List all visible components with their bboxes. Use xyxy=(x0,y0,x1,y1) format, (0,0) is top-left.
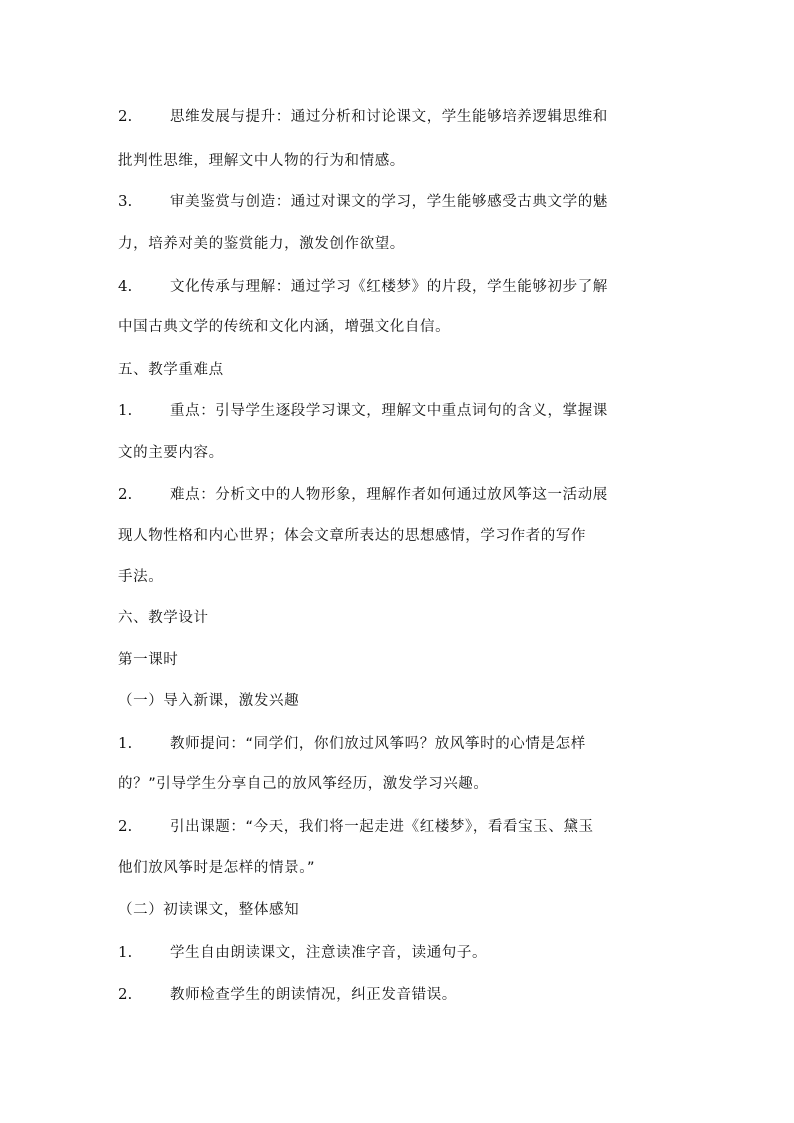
list-number: 2. xyxy=(118,817,133,835)
list-item-continuation: 文的主要内容。 xyxy=(118,445,224,461)
list-item-text: 教师提问：“同学们，你们放过风筝吗？放风筝时的心情是怎样 xyxy=(170,736,586,752)
subsection-heading: （二）初读课文，整体感知 xyxy=(118,902,300,918)
section-heading: 五、教学重难点 xyxy=(118,362,224,378)
section-heading: 六、教学设计 xyxy=(118,610,209,626)
list-item-text: 学生自由朗读课文，注意读准字音，读通句子。 xyxy=(170,945,488,961)
list-number: 2. xyxy=(118,985,133,1003)
list-item-continuation: 批判性思维，理解文中人物的行为和情感。 xyxy=(118,153,405,169)
list-item-continuation: 手法。 xyxy=(118,569,164,585)
list-item-text: 教师检查学生的朗读情况，纠正发音错误。 xyxy=(170,987,457,1003)
list-number: 1. xyxy=(118,734,133,752)
list-item-line xyxy=(118,940,678,964)
list-item-line xyxy=(118,482,678,506)
list-item-line xyxy=(118,274,678,298)
list-item-continuation: 的？”引导学生分享自己的放风筝经历，激发学习兴趣。 xyxy=(118,776,489,792)
list-item-line xyxy=(118,814,678,838)
list-item-line xyxy=(118,731,678,755)
list-item-line xyxy=(118,104,678,128)
list-number: 1. xyxy=(118,401,133,419)
list-item-line xyxy=(118,398,678,422)
list-item-continuation: 力，培养对美的鉴赏能力，激发创作欲望。 xyxy=(118,236,405,252)
list-item-text: 思维发展与提升：通过分析和讨论课文，学生能够培养逻辑思维和 xyxy=(170,109,608,125)
list-item-continuation: 现人物性格和内心世界；体会文章所表达的思想感情，学习作者的写作 xyxy=(118,528,587,544)
list-item-continuation: 中国古典文学的传统和文化内涵，增强文化自信。 xyxy=(118,319,451,335)
list-item-text: 文化传承与理解：通过学习《红楼梦》的片段，学生能够初步了解 xyxy=(170,279,608,295)
list-number: 1. xyxy=(118,943,133,961)
list-number: 2. xyxy=(118,485,133,503)
lesson-heading: 第一课时 xyxy=(118,652,179,668)
list-item-line xyxy=(118,189,678,213)
list-item-text: 审美鉴赏与创造：通过对课文的学习，学生能够感受古典文学的魅 xyxy=(170,194,608,210)
list-number: 2. xyxy=(118,107,133,125)
list-item-line xyxy=(118,982,678,1006)
list-item-text: 重点：引导学生逐段学习课文，理解文中重点词句的含义，掌握课 xyxy=(170,403,608,419)
list-number: 4. xyxy=(118,277,133,295)
list-item-text: 引出课题：“今天，我们将一起走进《红楼梦》，看看宝玉、黛玉 xyxy=(170,819,594,835)
subsection-heading: （一）导入新课，激发兴趣 xyxy=(118,693,300,709)
list-item-continuation: 他们放风筝时是怎样的情景。” xyxy=(118,860,316,876)
list-number: 3. xyxy=(118,192,133,210)
list-item-text: 难点：分析文中的人物形象，理解作者如何通过放风筝这一活动展 xyxy=(170,487,608,503)
